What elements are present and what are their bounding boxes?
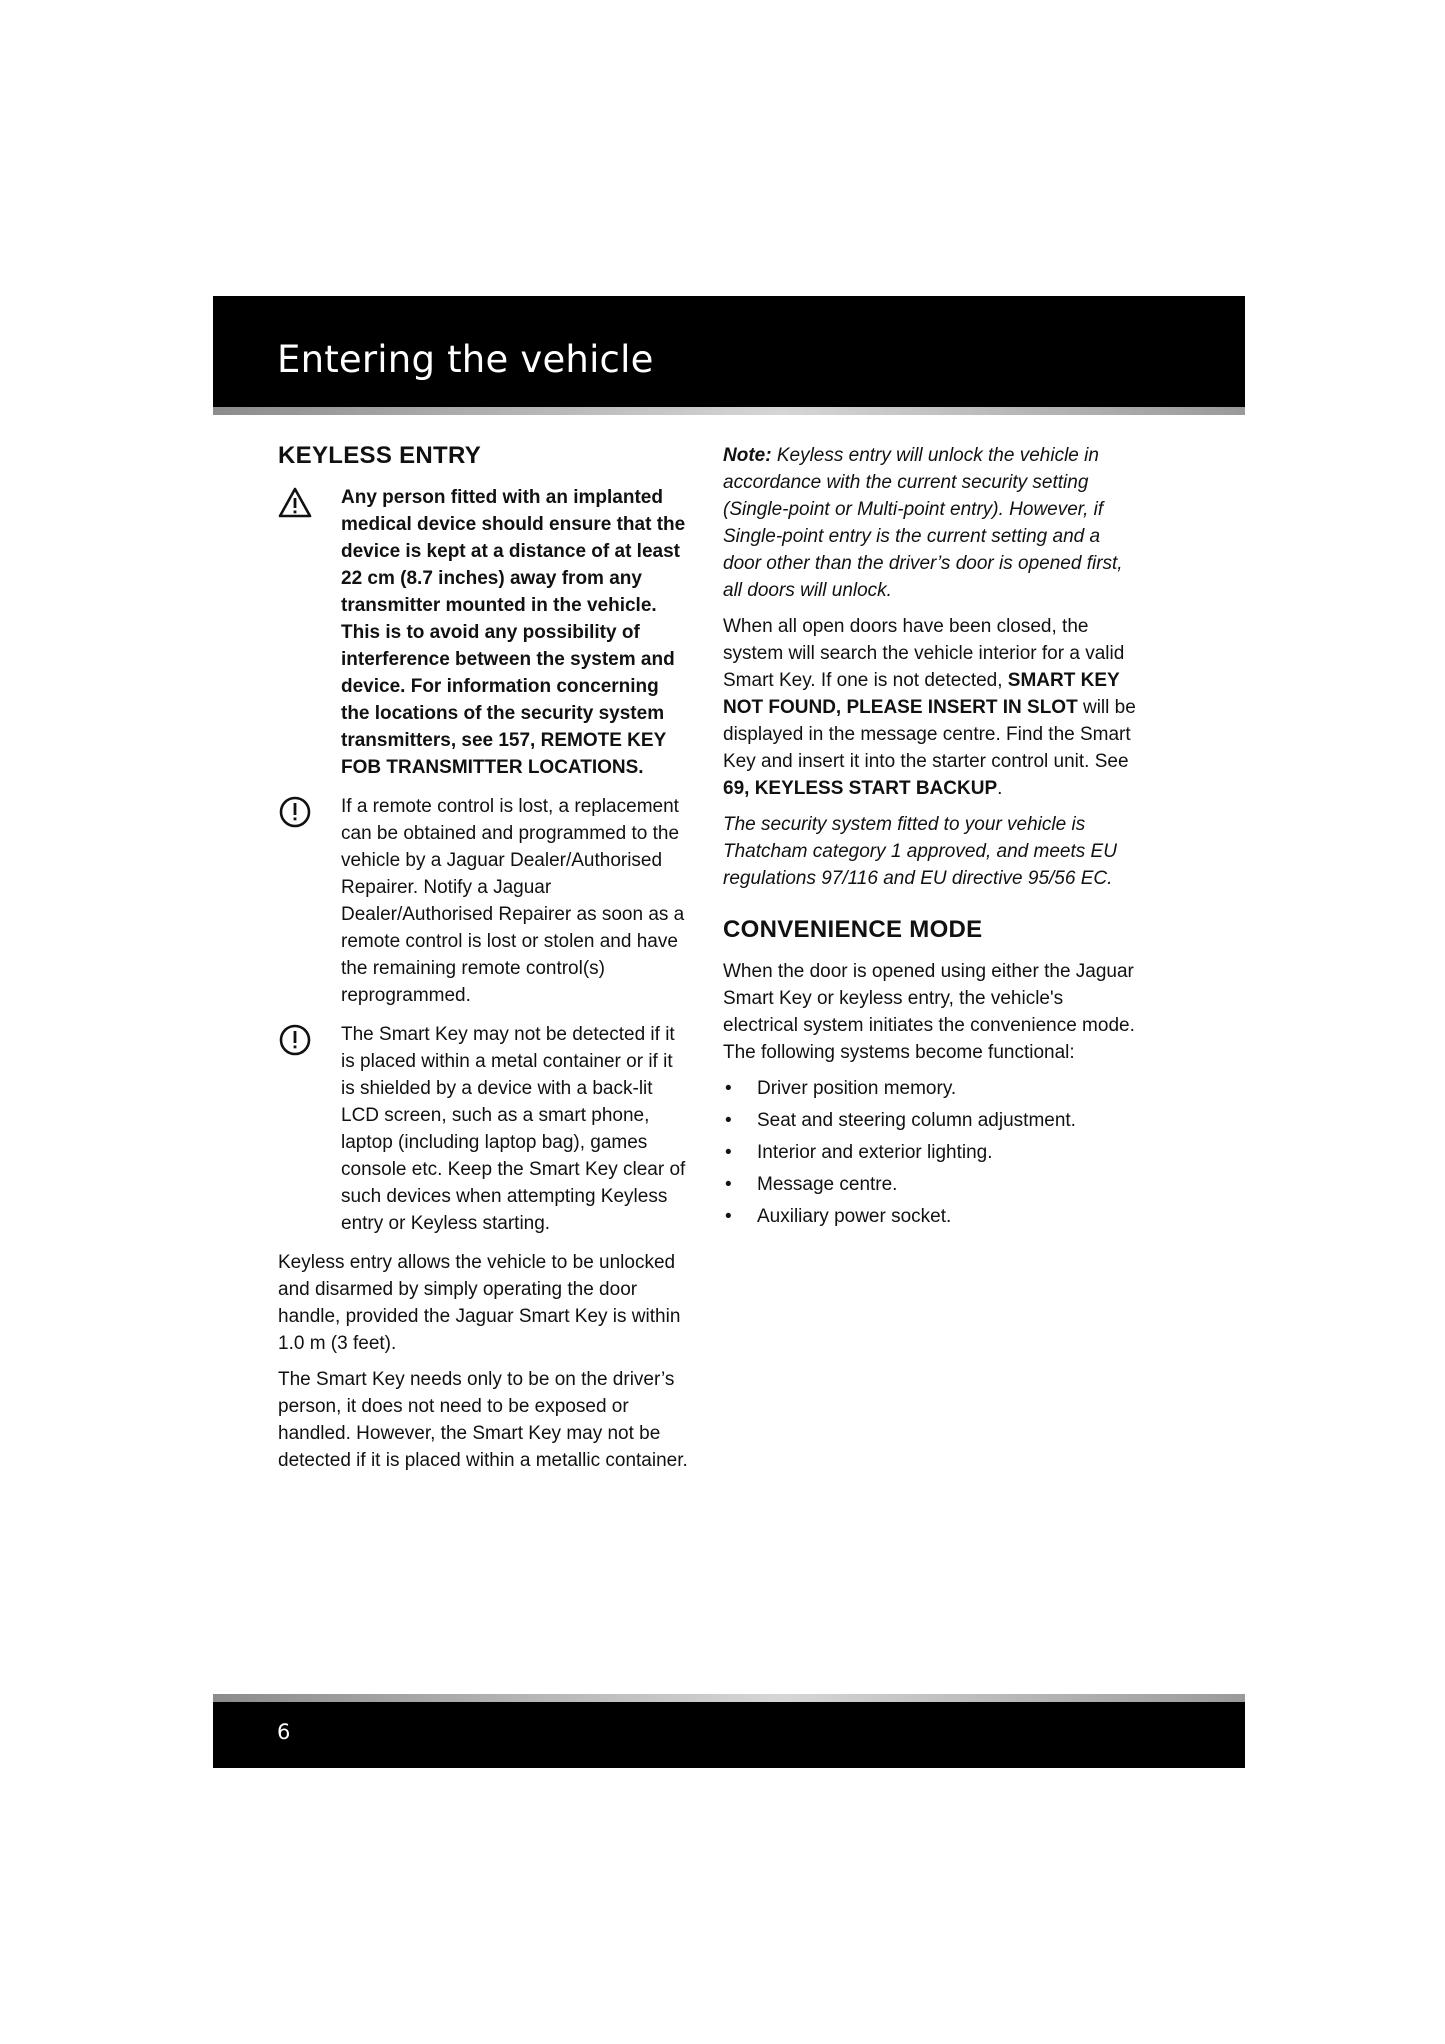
convenience-paragraph: When the door is opened using either the Jaguar Smart Key or keyless entry, the vehicle's electrical system initiates the convenience mode. The following systems become functional: [723, 961, 1135, 1063]
caution-notice-2 [278, 1021, 688, 1237]
caution-text-1: If a remote control is lost, a replacement can be obtained and programmed to the vehicle by a Jaguar Dealer/Authorised Repairer. Notify a Jaguar Dealer/Authorised Repairer as soon as a remote control is lost or stolen and have the remaining remote control(s) reprogrammed. [341, 796, 685, 1006]
bullet-icon: • [725, 1142, 732, 1163]
right-column [723, 442, 1143, 1235]
header-divider [213, 407, 1245, 415]
search-text-2: will be displayed in the message centre. Find the Smart Key and insert it into the starter control unit. See [723, 697, 1136, 772]
keyless-paragraph-2: The Smart Key needs only to be on the driver’s person, it does not need to be exposed or handled. However, the Smart Key may not be detected if it is placed within a metallic container. [278, 1369, 688, 1471]
convenience-mode-heading: CONVENIENCE MODE [723, 916, 983, 943]
smart-key-search-paragraph [723, 613, 1143, 802]
convenience-systems-list [723, 1075, 1143, 1230]
keyless-paragraph-1: Keyless entry allows the vehicle to be unlocked and disarmed by simply operating the door handle, provided the Jaguar Smart Key is within 1.0 m (3 feet). [278, 1252, 681, 1354]
warning-notice [278, 484, 688, 781]
chapter-header [213, 296, 1245, 407]
note-label: Note: [723, 445, 772, 466]
list-item: • Seat and steering column adjustment. [723, 1107, 1143, 1134]
warning-triangle-icon [278, 486, 312, 520]
list-item: • Interior and exterior lighting. [723, 1139, 1143, 1166]
bullet-icon: • [725, 1110, 732, 1131]
note-text: Keyless entry will unlock the vehicle in accordance with the current security setting (Single-point or Multi-point entry). However, if Single-point entry is the current setting and a door other than the driver’s door is opened first, all doors will unlock. [723, 445, 1123, 601]
keyless-entry-heading: KEYLESS ENTRY [278, 442, 482, 469]
keyless-start-backup-reference: 69, KEYLESS START BACKUP [723, 778, 998, 799]
bullet-icon: • [725, 1174, 732, 1195]
message-centre-text: SMART KEY NOT FOUND, PLEASE INSERT IN SLOT [723, 670, 1120, 718]
search-text-1: When all open doors have been closed, the system will search the vehicle interior for a valid Smart Key. If one is not detected, [723, 616, 1125, 691]
security-approval-note: The security system fitted to your vehicle is Thatcham category 1 approved, and meets EU regulations 97/116 and EU directive 95/56 EC. [723, 814, 1117, 889]
warning-text: Any person fitted with an implanted medical device should ensure that the device is kept at a distance of at least 22 cm (8.7 inches) away from any transmitter mounted in the vehicle. This is to avoid any possibility of interference between the system and device. For information concerning the locations of the security system transmitters, see 157, REMOTE KEY FOB TRANSMITTER LOCATIONS. [341, 487, 686, 778]
list-item: • Driver position memory. [723, 1075, 1143, 1102]
footer-divider [213, 1694, 1245, 1702]
chapter-title: Entering the vehicle [277, 338, 654, 381]
caution-notice-1 [278, 793, 688, 1009]
page-number: 6 [277, 1720, 291, 1744]
left-column [278, 442, 688, 1483]
search-text-3: . [997, 778, 1003, 799]
security-setting-note [723, 442, 1143, 604]
list-item: • Message centre. [723, 1171, 1143, 1198]
bullet-icon: • [725, 1078, 732, 1099]
page-footer [213, 1702, 1245, 1768]
bullet-icon: • [725, 1206, 732, 1227]
list-item: • Auxiliary power socket. [723, 1203, 1143, 1230]
caution-exclamation-icon [278, 1023, 312, 1057]
caution-text-2: The Smart Key may not be detected if it is placed within a metal container or if it is shielded by a device with a back-lit LCD screen, such as a smart phone, laptop (including laptop bag), games console etc. Keep the Smart Key clear of such devices when attempting Keyless entry or Keyless starting. [341, 1024, 686, 1234]
caution-exclamation-icon [278, 795, 312, 829]
